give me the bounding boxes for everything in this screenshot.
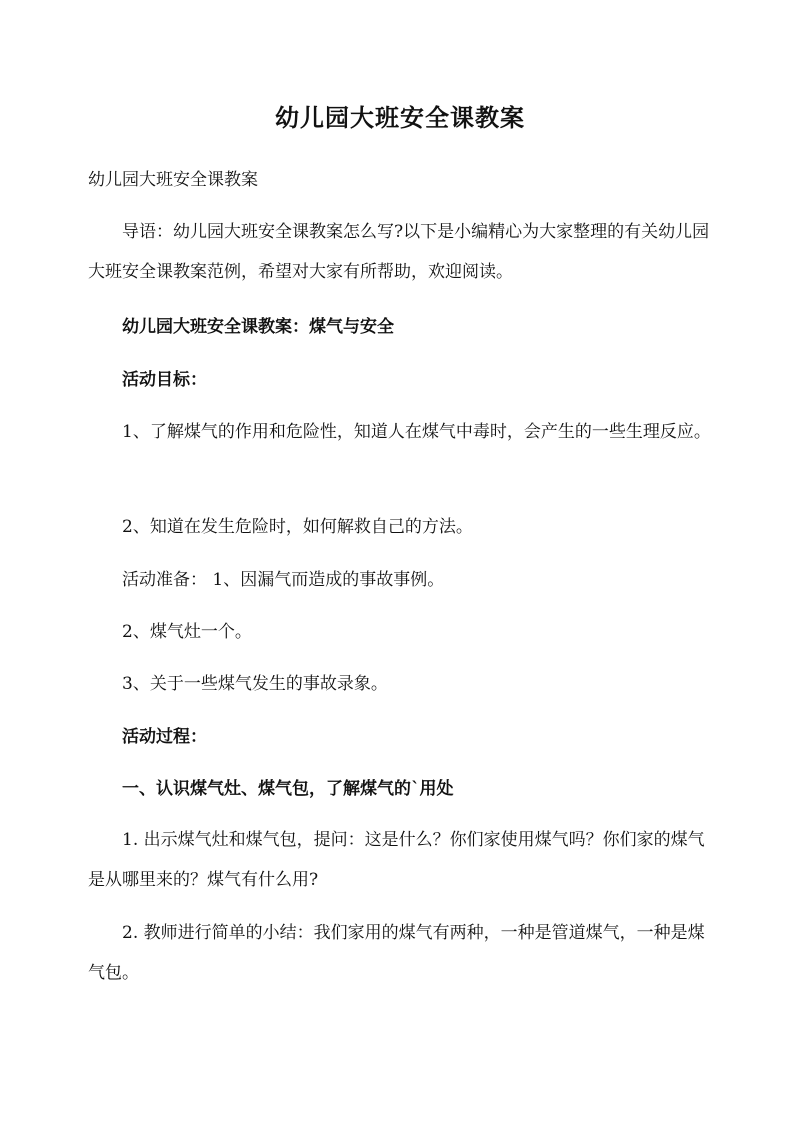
preparation-item-2: 2、煤气灶一个。	[122, 622, 252, 642]
preparation-item-3: 3、关于一些煤气发生的事故录象。	[122, 674, 388, 694]
step-item-2: 2. 教师进行简单的小结：我们家用的煤气有两种，一种是管道煤气，一种是煤气包。	[88, 923, 705, 983]
goal-item-2: 2、知道在发生危险时，如何解救自己的方法。	[122, 517, 473, 537]
process-heading: 活动过程：	[122, 727, 207, 747]
step-item-1: 1. 出示煤气灶和煤气包，提问：这是什么？你们家使用煤气吗？你们家的煤气是从哪里来的？煤气有什么用?	[88, 830, 705, 890]
lesson-heading: 幼儿园大班安全课教案：煤气与安全	[122, 317, 394, 337]
document-subtitle: 幼儿园大班安全课教案	[88, 170, 258, 190]
preparation-item-1: 活动准备： 1、因漏气而造成的事故事例。	[122, 570, 445, 590]
goals-heading: 活动目标：	[122, 370, 207, 390]
goal-item-1: 1、了解煤气的作用和危险性，知道人在煤气中毒时，会产生的一些生理反应。	[122, 422, 711, 442]
section-heading-1: 一、认识煤气灶、煤气包，了解煤气的`用处	[122, 779, 454, 799]
intro-paragraph: 导语：幼儿园大班安全课教案怎么写?以下是小编精心为大家整理的有关幼儿园大班安全课教案范例，希望对大家有所帮助，欢迎阅读。	[88, 222, 710, 282]
document-title: 幼儿园大班安全课教案	[275, 103, 525, 132]
